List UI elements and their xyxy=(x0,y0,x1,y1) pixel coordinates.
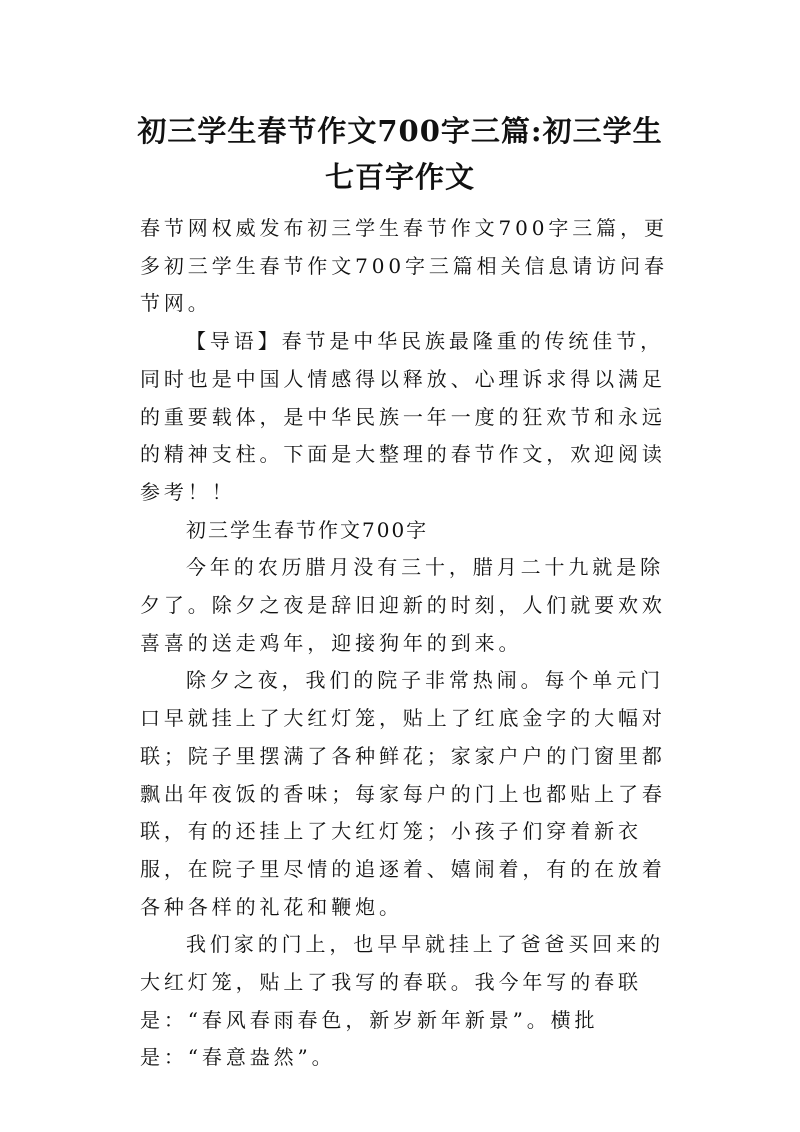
title-line-1: 初三学生春节作文700字三篇:初三学生 xyxy=(137,114,663,148)
document-body xyxy=(140,210,670,1077)
body-paragraph: 我们家的门上，也早早就挂上了爸爸买回来的大红灯笼，贴上了我写的春联。我今年写的春联是：“春风春雨春色，新岁新年新景”。横批是：“春意盎然”。 xyxy=(140,932,664,1070)
document-title xyxy=(120,108,680,200)
intro-paragraph: 春节网权威发布初三学生春节作文700字三篇，更多初三学生春节作文700字三篇相关信息请访问春节网。 xyxy=(140,216,668,316)
title-line-2: 七百字作文 xyxy=(324,160,475,194)
body-paragraph: 除夕之夜，我们的院子非常热闹。每个单元门口早就挂上了大红灯笼，贴上了红底金字的大幅对联；院子里摆满了各种鲜花；家家户户的门窗里都飘出年夜饭的香味；每家每户的门上也都贴上了春联，有的还挂上了大红灯笼；小孩子们穿着新衣服，在院子里尽情的追逐着、嬉闹着，有的在放着各种各样的礼花和鞭炮。 xyxy=(140,668,666,919)
lead-paragraph: 【导语】春节是中华民族最隆重的传统佳节，同时也是中国人情感得以释放、心理诉求得以满足的重要载体，是中华民族一年一度的狂欢节和永远的精神支柱。下面是大整理的春节作文，欢迎阅读参考！！ xyxy=(140,329,666,504)
section-heading: 初三学生春节作文700字 xyxy=(186,517,429,542)
body-paragraph: 今年的农历腊月没有三十，腊月二十九就是除夕了。除夕之夜是辞旧迎新的时刻，人们就要欢欢喜喜的送走鸡年，迎接狗年的到来。 xyxy=(140,555,666,655)
